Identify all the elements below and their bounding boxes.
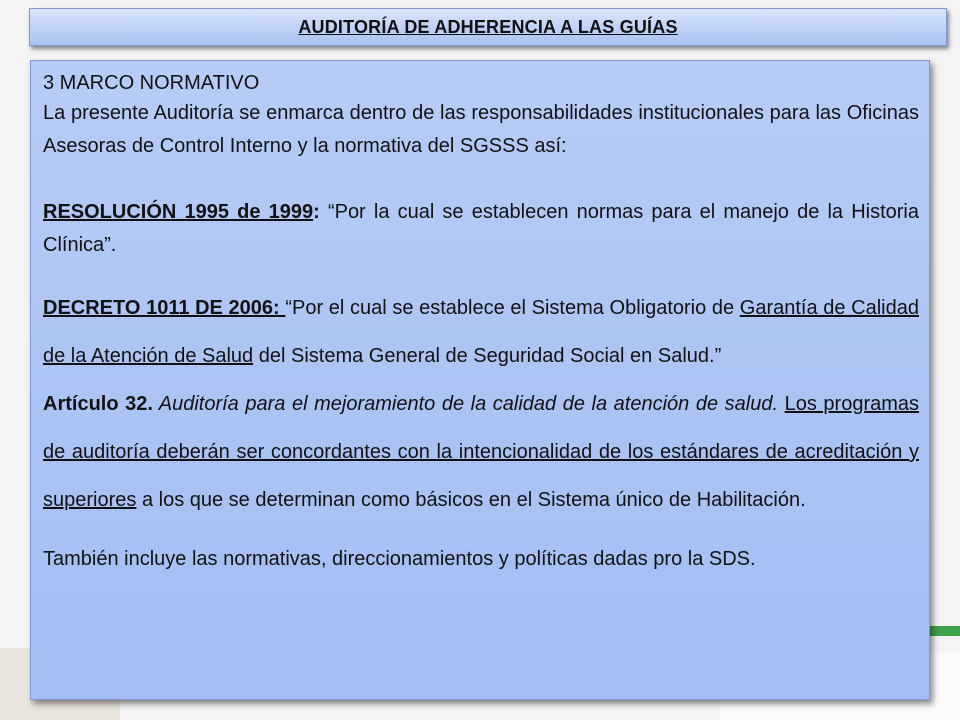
resolucion-text: “Por la cual se establecen normas para el manejo de la Historia Clínica”.	[43, 201, 919, 256]
page-title: AUDITORÍA DE ADHERENCIA A LAS GUÍAS	[298, 16, 678, 37]
decreto-underlined: Garantía de Calidad de la Atención de Salud	[43, 297, 919, 367]
articulo-label: Artículo 32.	[43, 393, 153, 415]
content-box	[30, 60, 930, 700]
resolucion-colon: :	[313, 201, 328, 223]
articulo-italic: Auditoría para el mejoramiento de la calidad de la atención de salud.	[152, 393, 779, 415]
resolucion-paragraph	[43, 196, 919, 262]
decreto-label: DECRETO 1011 DE 2006:	[43, 297, 286, 319]
articulo-underlined: Los programas de auditoría deberán ser concordantes con la intencionalidad de los estándares de acreditación y superiores	[43, 393, 920, 511]
closing-paragraph: También incluye las normativas, direccionamientos y políticas dadas pro la SDS.	[43, 548, 756, 570]
decreto-text-end: del Sistema General de Seguridad Social en Salud.”	[253, 345, 722, 367]
decreto-text-start: “Por el cual se establece el Sistema Obligatorio de	[285, 297, 740, 319]
background-green-stripe	[930, 626, 960, 636]
articulo-text-end: a los que se determinan como básicos en el Sistema único de Habilitación.	[136, 489, 806, 511]
resolucion-label: RESOLUCIÓN 1995 de 1999	[43, 201, 314, 223]
intro-paragraph: La presente Auditoría se enmarca dentro de las responsabilidades institucionales para las Oficinas Asesoras de Control Interno y la normativa del SGSSS así:	[43, 102, 919, 157]
articulo-paragraph	[43, 380, 919, 524]
section-heading: 3 MARCO NORMATIVO	[43, 72, 260, 94]
decreto-paragraph	[43, 284, 919, 380]
title-bar	[29, 8, 947, 46]
